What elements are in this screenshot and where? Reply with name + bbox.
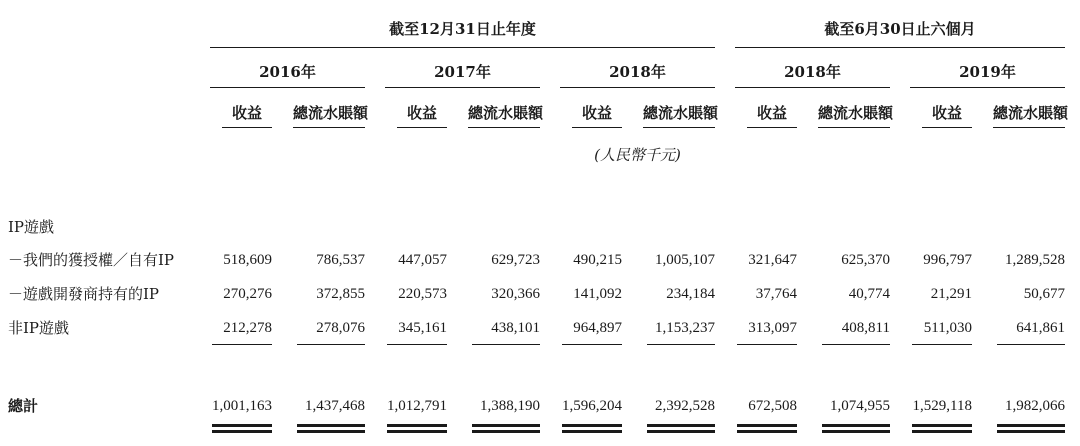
total-double-rule [562,430,622,433]
group-header-rule [210,47,715,48]
total-double-rule [737,424,797,427]
total-cell: 1,596,204 [562,398,622,414]
total-double-rule [387,424,447,427]
cell: 518,609 [223,252,272,268]
total-cell: 1,437,468 [305,398,365,414]
cell: 1,153,237 [655,320,715,336]
col-header-gross: 總流水賬額 [643,104,719,122]
cell: 964,897 [573,320,622,336]
total-double-rule [912,430,972,433]
subtotal-rule [387,344,447,345]
period-header: 2018年 [784,63,841,81]
col-header-gross: 總流水賬額 [993,104,1069,122]
total-double-rule [647,430,715,433]
col-header-rule [222,127,272,128]
total-cell: 1,388,190 [480,398,540,414]
group-header-rule [735,47,1065,48]
total-cell: 672,508 [748,398,797,414]
col-header-rule [643,127,715,128]
total-cell: 1,982,066 [1005,398,1065,414]
total-double-rule [212,430,272,433]
cell: 372,855 [316,286,365,302]
col-header-rule [572,127,622,128]
total-double-rule [822,430,890,433]
subtotal-rule [822,344,890,345]
total-cell: 1,001,163 [212,398,272,414]
cell: 37,764 [755,286,797,302]
col-header-revenue: 收益 [581,104,612,122]
cell: 141,092 [573,286,622,302]
cell: 40,774 [848,286,890,302]
total-double-rule [472,424,540,427]
total-double-rule [997,424,1065,427]
cell: 1,005,107 [655,252,715,268]
period-header: 2017年 [434,63,491,81]
unit-label: (人民幣千元) [594,146,681,164]
col-header-rule [993,127,1065,128]
subtotal-rule [912,344,972,345]
cell: 447,057 [398,252,447,268]
cell: 408,811 [841,320,890,336]
group-header-half-year: 截至6月30日止六個月 [824,20,976,38]
period-rule [560,87,715,88]
cell: 438,101 [491,320,540,336]
subtotal-rule [472,344,540,345]
total-cell: 2,392,528 [655,398,715,414]
period-header: 2019年 [959,63,1016,81]
cell: 212,278 [223,320,272,336]
subtotal-rule [737,344,797,345]
total-double-rule [472,430,540,433]
cell: 641,861 [1016,320,1065,336]
total-double-rule [212,424,272,427]
period-rule [735,87,890,88]
row-label-licensed-ip: －我們的獲授權／自有IP [8,251,175,269]
cell: 270,276 [223,286,272,302]
cell: 996,797 [923,252,972,268]
total-double-rule [297,430,365,433]
cell: 629,723 [491,252,540,268]
cell: 511,030 [923,320,972,336]
col-header-gross: 總流水賬額 [293,104,369,122]
row-label-ip-games: IP遊戲 [8,218,55,236]
col-header-rule [397,127,447,128]
cell: 320,366 [491,286,540,302]
total-double-rule [387,430,447,433]
total-double-rule [647,424,715,427]
cell: 220,573 [398,286,447,302]
cell: 313,097 [748,320,797,336]
total-double-rule [737,430,797,433]
cell: 625,370 [841,252,890,268]
subtotal-rule [562,344,622,345]
col-header-rule [747,127,797,128]
subtotal-rule [997,344,1065,345]
subtotal-rule [297,344,365,345]
period-header: 2016年 [259,63,316,81]
cell: 1,289,528 [1005,252,1065,268]
col-header-rule [293,127,365,128]
period-header: 2018年 [609,63,666,81]
group-header-full-year: 截至12月31日止年度 [389,20,536,38]
cell: 490,215 [573,252,622,268]
total-double-rule [562,424,622,427]
cell: 21,291 [930,286,972,302]
subtotal-rule [647,344,715,345]
period-rule [910,87,1065,88]
total-double-rule [822,424,890,427]
cell: 345,161 [398,320,447,336]
col-header-gross: 總流水賬額 [468,104,544,122]
col-header-revenue: 收益 [231,104,262,122]
total-cell: 1,074,955 [830,398,890,414]
cell: 50,677 [1023,286,1065,302]
cell: 278,076 [316,320,365,336]
col-header-revenue: 收益 [931,104,962,122]
total-double-rule [912,424,972,427]
total-double-rule [997,430,1065,433]
col-header-revenue: 收益 [406,104,437,122]
col-header-rule [818,127,890,128]
col-header-revenue: 收益 [756,104,787,122]
col-header-rule [922,127,972,128]
cell: 786,537 [316,252,365,268]
row-label-developer-ip: －遊戲開發商持有的IP [8,285,160,303]
cell: 321,647 [748,252,797,268]
period-rule [385,87,540,88]
subtotal-rule [212,344,272,345]
total-double-rule [297,424,365,427]
row-label-total: 總計 [8,397,39,415]
total-cell: 1,529,118 [912,398,972,414]
period-rule [210,87,365,88]
row-label-non-ip-games: 非IP遊戲 [8,319,70,337]
col-header-rule [468,127,540,128]
col-header-gross: 總流水賬額 [818,104,894,122]
total-cell: 1,012,791 [387,398,447,414]
cell: 234,184 [666,286,715,302]
